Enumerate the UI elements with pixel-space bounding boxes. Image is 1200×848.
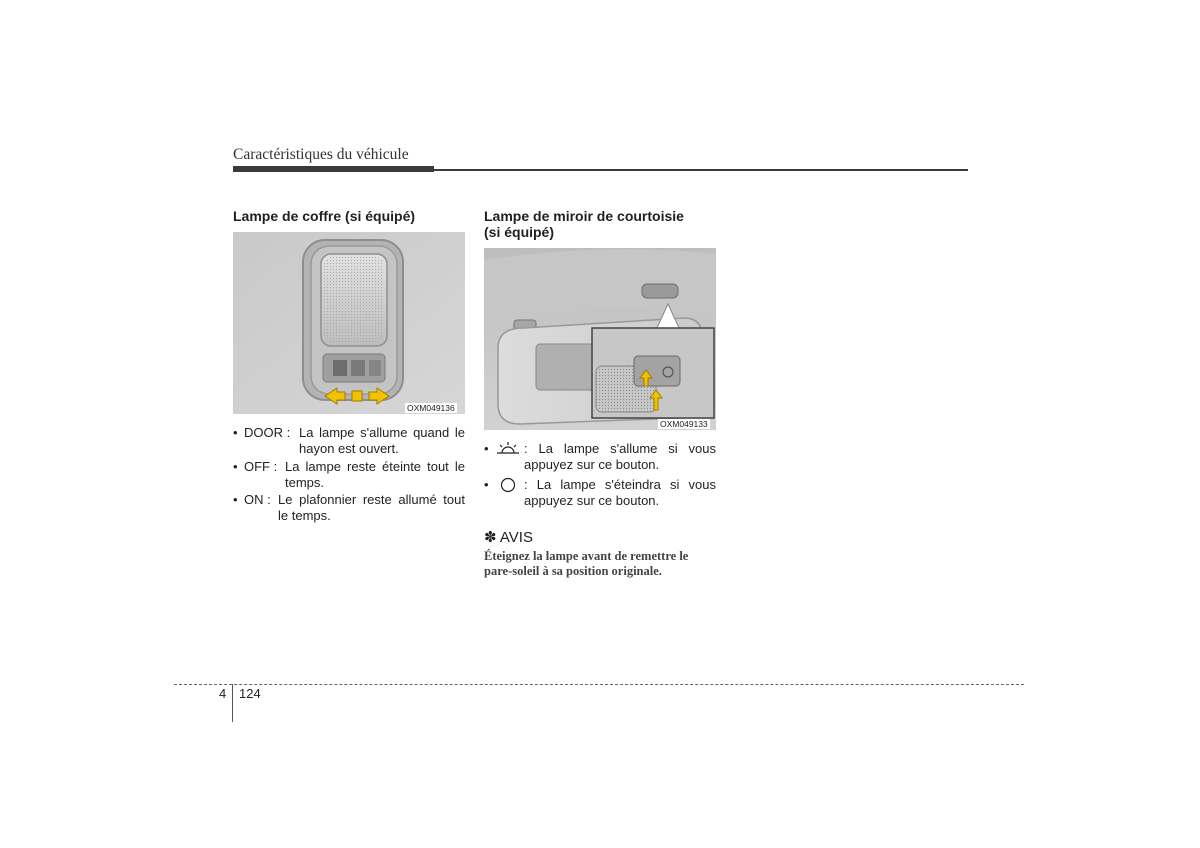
- list-item: • ON : Le plafonnier reste allumé tout le temps.: [233, 492, 465, 523]
- vanity-lamp-figure-code: OXM049133: [660, 419, 708, 429]
- vanity-lamp-title-line2: (si équipé): [484, 224, 555, 240]
- vanity-lamp-figure: [484, 248, 716, 430]
- trunk-lamp-illustration: [233, 232, 465, 414]
- footer-divider: [232, 684, 233, 722]
- vanity-lamp-illustration: [484, 248, 716, 430]
- list-item: • DOOR : La lampe s'allume quand le hayon est ouvert.: [233, 425, 465, 456]
- page-header-title: Caractéristiques du véhicule: [233, 146, 409, 163]
- page-number: 124: [239, 686, 261, 701]
- list-item: • : La lampe s'allume si vous appuyez sur ce bouton.: [484, 441, 716, 472]
- chapter-number: 4: [219, 686, 227, 701]
- header-rule-accent: [233, 166, 434, 172]
- trunk-lamp-title: Lampe de coffre (si équipé): [233, 208, 416, 224]
- trunk-lamp-figure: [233, 232, 465, 414]
- footer-rule: [174, 684, 1024, 685]
- circle-icon: [500, 477, 516, 497]
- list-item: • : La lampe s'éteindra si vous appuyez sur ce bouton.: [484, 477, 716, 508]
- list-item: • OFF : La lampe reste éteinte tout le temps.: [233, 459, 465, 490]
- trunk-lamp-figure-code: OXM049136: [407, 403, 455, 413]
- notice-title: ✽ AVIS: [484, 529, 533, 546]
- notice-text: Éteignez la lampe avant de remettre le pare-soleil à sa position originale.: [484, 549, 689, 578]
- vanity-lamp-title: Lampe de miroir de courtoisie: [484, 208, 684, 224]
- sun-icon: [495, 440, 521, 460]
